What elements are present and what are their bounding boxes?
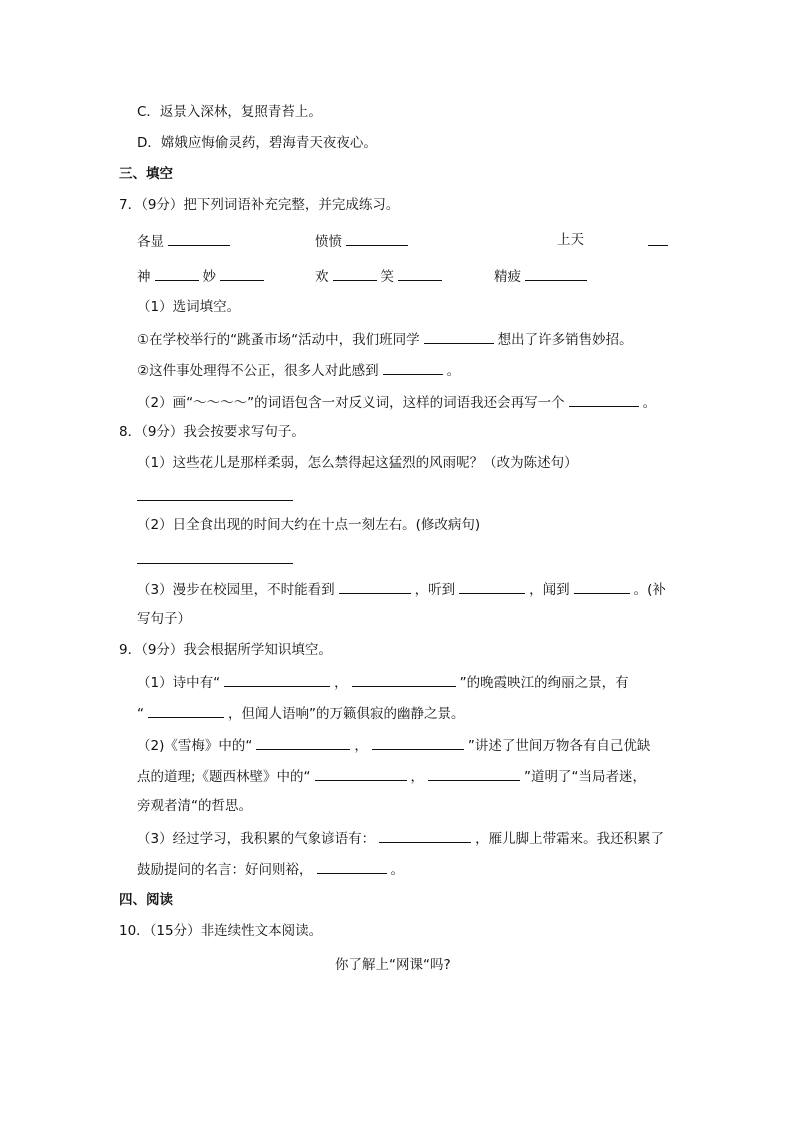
q8-stem: 8．（9分）我会按要求写句子。 bbox=[119, 424, 305, 440]
q9-blank-2[interactable] bbox=[352, 672, 456, 687]
q9-blank-6[interactable] bbox=[315, 766, 407, 781]
q9-line-4: 点的道理;《题西林壁》中的“ ， ”道明了“当局者迷， bbox=[137, 766, 646, 786]
q7-blank-4b[interactable] bbox=[220, 266, 264, 281]
q8-blank-hear[interactable] bbox=[459, 579, 525, 594]
q7-word-4: 神 妙 bbox=[137, 266, 268, 286]
q7-blank-5b[interactable] bbox=[398, 266, 442, 281]
q7-sub-2-blank[interactable] bbox=[569, 392, 639, 407]
q7-word-1: 各显 bbox=[137, 231, 234, 251]
q7-word-5: 欢 笑 bbox=[315, 266, 446, 286]
q9-blank-7[interactable] bbox=[428, 766, 520, 781]
q7-blank-5a[interactable] bbox=[333, 266, 377, 281]
q10-article-title: 你了解上“网课“吗? bbox=[335, 957, 451, 973]
q9-line-1: （1）诗中有“ ， ”的晚霞映江的绚丽之景，有 bbox=[137, 672, 629, 692]
q7-sub-2: （2）画“～～～～”的词语包含一对反义词，这样的词语我还会再写一个 。 bbox=[137, 392, 656, 412]
q9-blank-3[interactable] bbox=[148, 703, 224, 718]
q9-line-3: （2)《雪梅》中的“ ， ”讲述了世间万物各有自己优缺 bbox=[137, 735, 650, 755]
q8-blank-smell[interactable] bbox=[574, 579, 630, 594]
q9-blank-4[interactable] bbox=[256, 735, 350, 750]
q9-line-2: “ ，但闻人语响”的万籁俱寂的幽静之景。 bbox=[137, 703, 465, 723]
q8-sub-3-cont: 写句子） bbox=[137, 611, 191, 627]
q9-blank-9[interactable] bbox=[317, 859, 387, 874]
q8-sub-1: （1）这些花儿是那样柔弱，怎么禁得起这猛烈的风雨呢？（改为陈述句） bbox=[137, 455, 578, 471]
q8-sub-2: （2）日全食出现的时间大约在十点一刻左右。(修改病句) bbox=[137, 517, 481, 533]
q7-sentence-2: ②这件事处理得不公正，很多人对此感到 。 bbox=[137, 360, 460, 380]
q7-blank-6[interactable] bbox=[525, 266, 587, 281]
q9-blank-5[interactable] bbox=[372, 735, 464, 750]
q8-answer-line-2[interactable] bbox=[137, 563, 293, 564]
option-c: C．返景入深林，复照青苔上。 bbox=[137, 104, 322, 120]
q9-line-7: 鼓励提问的名言：好问则裕， 。 bbox=[137, 859, 404, 879]
q9-line-6: （3）经过学习，我积累的气象谚语有： ，雁儿脚上带霜来。我还积累了 bbox=[137, 828, 664, 848]
q9-blank-8[interactable] bbox=[379, 828, 471, 843]
q7-word-6: 精疲 bbox=[494, 266, 591, 286]
q10-stem: 10．（15分）非连续性文本阅读。 bbox=[119, 923, 323, 939]
q7-sentence-1: ①在学校举行的“跳蚤市场“活动中，我们班同学 想出了许多销售妙招。 bbox=[137, 329, 633, 349]
q7-sentence-1-blank[interactable] bbox=[424, 329, 494, 344]
q7-blank-2[interactable] bbox=[346, 231, 408, 246]
q7-blank-1[interactable] bbox=[168, 231, 230, 246]
q8-answer-line-1[interactable] bbox=[137, 500, 293, 501]
option-d: D．嫦娥应悔偷灵药，碧海青天夜夜心。 bbox=[137, 135, 377, 151]
section-4-heading: 四、阅读 bbox=[119, 892, 173, 908]
q7-sub-1: （1）选词填空。 bbox=[137, 299, 241, 315]
q7-word-2: 愤愤 bbox=[315, 231, 412, 251]
q7-sentence-2-blank[interactable] bbox=[383, 360, 443, 375]
q8-blank-see[interactable] bbox=[339, 579, 411, 594]
q7-blank-3[interactable] bbox=[648, 245, 668, 246]
q9-blank-1[interactable] bbox=[224, 672, 330, 687]
section-3-heading: 三、填空 bbox=[119, 166, 173, 182]
q9-stem: 9．（9分）我会根据所学知识填空。 bbox=[119, 642, 332, 658]
q7-blank-4a[interactable] bbox=[155, 266, 199, 281]
q7-stem: 7．（9分）把下列词语补充完整，并完成练习。 bbox=[119, 197, 400, 213]
q8-sub-3: （3）漫步在校园里，不时能看到 ，听到 ，闻到 。(补 bbox=[137, 579, 666, 599]
q7-word-3: 上天 bbox=[557, 232, 584, 248]
q9-line-5: 旁观者清“的哲思。 bbox=[137, 798, 252, 814]
